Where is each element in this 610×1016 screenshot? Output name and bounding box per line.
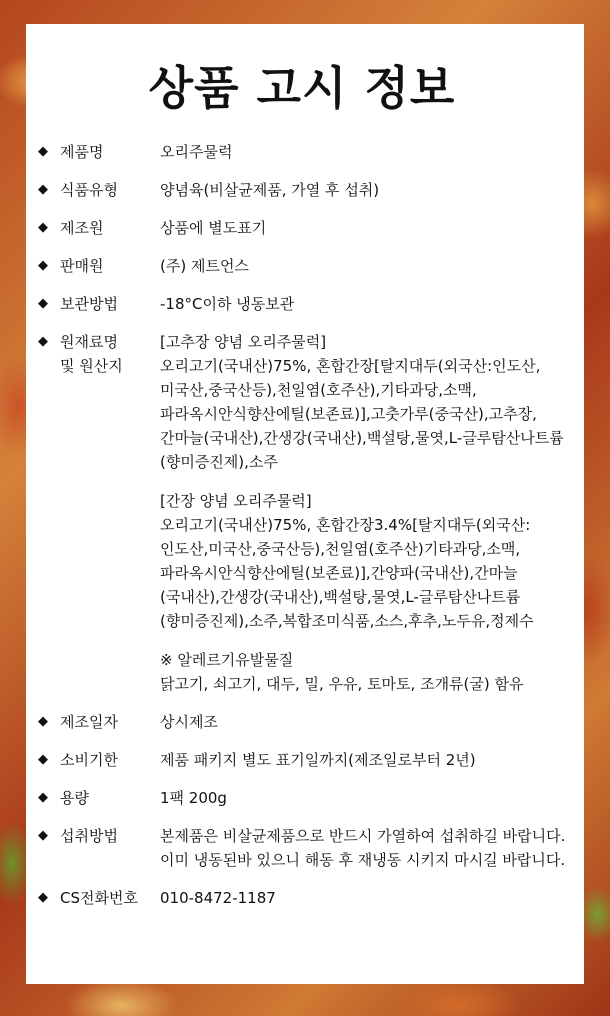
row-label: 용량 <box>60 789 89 807</box>
ingredients-value <box>160 330 566 696</box>
row-manufacture-date <box>38 710 566 734</box>
black-diamond-icon: ◆ <box>38 828 48 843</box>
row-product-name <box>38 140 566 164</box>
row-value: 제품 패키지 별도 표기일까지(제조일로부터 2년) <box>160 751 476 769</box>
black-diamond-icon: ◆ <box>38 752 48 767</box>
row-seller <box>38 254 566 278</box>
row-expiry <box>38 748 566 772</box>
gochujang-body: 오리고기(국내산)75%, 혼합간장[탈지대두(외국산:인도산, 미국산,중국산등),천일염(호주산),기타과당,소맥,파라옥시안식향산에틸(보존료)],고춧가루(중국산),고추장,간마늘(국내산),간생강(국내산),백설탕,물엿,L-글루탐산나트륨(향미증진제),소주 <box>160 357 564 471</box>
row-manufacturer <box>38 216 566 240</box>
row-label: 제조원 <box>60 219 104 237</box>
gochujang-title: [고추장 양념 오리주물럭] <box>160 333 327 351</box>
row-value: 상시제조 <box>160 713 218 731</box>
row-food-type <box>38 178 566 202</box>
row-value: 양념육(비살균제품, 가열 후 섭취) <box>160 181 380 199</box>
ganjang-body: 오리고기(국내산)75%, 혼합간장3.4%[탈지대두(외국산:인도산,미국산,중국산등),천일염(호주산)기타과당,소맥,파라옥시안식향산에틸(보존료)],간양파(국내산),간마늘(국내산),간생강(국내산),백설탕,물엿,L-글루탐산나트륨(향미증진제),소주,복합조미식품,소스,후추,노두유,정제수 <box>160 516 534 630</box>
row-label: 제품명 <box>60 143 104 161</box>
black-diamond-icon: ◆ <box>38 890 48 905</box>
black-diamond-icon: ◆ <box>38 296 48 311</box>
row-label: 판매원 <box>60 257 104 275</box>
row-label: 섭취방법 <box>60 827 118 845</box>
allergy-title: ※ 알레르기유발물질 <box>160 651 294 669</box>
row-value: 오리주물럭 <box>160 143 233 161</box>
row-value: 상품에 별도표기 <box>160 219 267 237</box>
row-label: 원재료명 및 원산지 <box>60 333 123 375</box>
row-capacity <box>38 786 566 810</box>
row-value: (주) 제트언스 <box>160 257 249 275</box>
row-value: 010-8472-1187 <box>160 889 276 907</box>
row-value: 본제품은 비살균제품으로 반드시 가열하여 섭취하길 바랍니다. 이미 냉동된바 있으니 해동 후 재냉동 시키지 마시길 바랍니다. <box>160 827 566 869</box>
ganjang-title: [간장 양념 오리주물럭] <box>160 492 312 510</box>
black-diamond-icon: ◆ <box>38 334 48 349</box>
row-cs-phone <box>38 886 566 910</box>
notice-card <box>26 24 584 984</box>
notice-rows <box>38 140 566 910</box>
row-value: 1팩 200g <box>160 789 227 807</box>
black-diamond-icon: ◆ <box>38 144 48 159</box>
row-label: 제조일자 <box>60 713 118 731</box>
allergy-body: 닭고기, 쇠고기, 대두, 밀, 우유, 토마토, 조개류(굴) 함유 <box>160 675 524 693</box>
page-title: 상품 고시 정보 <box>148 61 456 115</box>
row-label: 보관방법 <box>60 295 118 313</box>
black-diamond-icon: ◆ <box>38 790 48 805</box>
black-diamond-icon: ◆ <box>38 220 48 235</box>
black-diamond-icon: ◆ <box>38 258 48 273</box>
row-ingredients <box>38 330 566 696</box>
row-label: 소비기한 <box>60 751 118 769</box>
black-diamond-icon: ◆ <box>38 714 48 729</box>
row-intake <box>38 824 566 872</box>
black-diamond-icon: ◆ <box>38 182 48 197</box>
row-storage <box>38 292 566 316</box>
row-value: -18°C이하 냉동보관 <box>160 295 295 313</box>
row-label: CS전화번호 <box>60 889 138 907</box>
row-label: 식품유형 <box>60 181 118 199</box>
